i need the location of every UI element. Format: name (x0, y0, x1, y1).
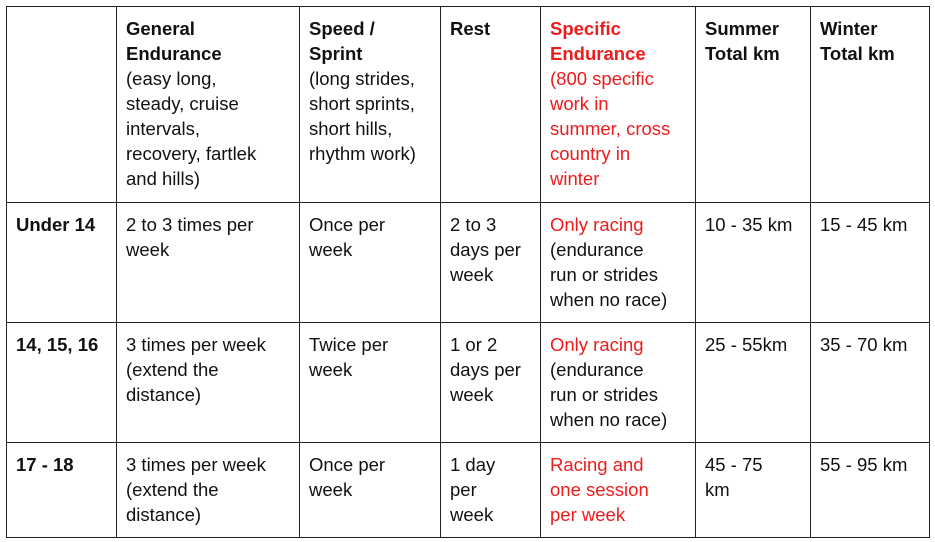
specific-endurance-cell (541, 443, 696, 538)
winter-total-value (820, 332, 921, 357)
text-line: Summer (705, 18, 780, 39)
header-specific-endurance (541, 7, 696, 203)
specific-endurance-cell (541, 203, 696, 323)
text-line: days per (450, 359, 521, 380)
specific-endurance-note (550, 237, 687, 312)
text-line: recovery, fartlek (126, 143, 257, 164)
text-line: Endurance (550, 43, 646, 64)
summer-total-cell (696, 203, 811, 323)
text-line: km (705, 479, 730, 500)
text-line: 55 - 95 km (820, 454, 908, 475)
specific-endurance-highlight (550, 332, 687, 357)
text-line: run or strides (550, 264, 658, 285)
age-group-label (16, 452, 108, 477)
text-line: 45 - 75 (705, 454, 763, 475)
text-line: Total km (820, 43, 895, 64)
general-endurance-cell (117, 443, 300, 538)
text-line: Once per (309, 454, 386, 475)
text-line: 1 or 2 (450, 334, 498, 355)
general-endurance-value (126, 212, 291, 262)
age-group-cell (7, 323, 117, 443)
summer-total-cell (696, 443, 811, 538)
text-line: per (450, 479, 477, 500)
specific-endurance-highlight (550, 212, 687, 237)
text-line: General (126, 18, 195, 39)
text-line: week (450, 384, 494, 405)
rest-value (450, 212, 532, 287)
header-specific-endurance-title (550, 16, 687, 66)
summer-total-value (705, 452, 802, 502)
text-line: and hills) (126, 168, 201, 189)
text-line: 10 - 35 km (705, 214, 793, 235)
rest-value (450, 332, 532, 407)
text-line: (extend the (126, 359, 219, 380)
header-specific-endurance-desc (550, 66, 687, 191)
winter-total-value (820, 452, 921, 477)
summer-total-value (705, 212, 802, 237)
text-line: summer, cross (550, 118, 671, 139)
text-line: (800 specific (550, 68, 654, 89)
text-line: 3 times per week (126, 454, 266, 475)
training-plan-table (6, 6, 930, 538)
general-endurance-cell (117, 203, 300, 323)
header-speed-sprint-desc (309, 66, 432, 166)
header-summer-total (696, 7, 811, 203)
rest-value (450, 452, 532, 527)
header-speed-sprint-title (309, 16, 432, 66)
winter-total-value (820, 212, 921, 237)
speed-sprint-cell (300, 203, 441, 323)
text-line: week (126, 239, 170, 260)
text-line: (endurance (550, 359, 644, 380)
speed-sprint-value (309, 332, 432, 382)
text-line: work in (550, 93, 609, 114)
header-general-endurance-title (126, 16, 291, 66)
text-line: steady, cruise (126, 93, 239, 114)
text-line: Once per (309, 214, 386, 235)
speed-sprint-cell (300, 323, 441, 443)
text-line: intervals, (126, 118, 201, 139)
winter-total-cell (811, 323, 930, 443)
general-endurance-value (126, 452, 291, 527)
header-corner-cell (7, 7, 117, 203)
text-line: Only racing (550, 334, 644, 355)
summer-total-value (705, 332, 802, 357)
header-rest-title (450, 16, 532, 41)
text-line: week (309, 239, 353, 260)
text-line: (long strides, (309, 68, 415, 89)
speed-sprint-value (309, 212, 432, 262)
specific-endurance-note (550, 357, 687, 432)
text-line: week (450, 264, 494, 285)
winter-total-cell (811, 443, 930, 538)
general-endurance-cell (117, 323, 300, 443)
text-line: when no race) (550, 289, 668, 310)
text-line: rhythm work) (309, 143, 416, 164)
winter-total-cell (811, 203, 930, 323)
text-line: Twice per (309, 334, 389, 355)
text-line: Total km (705, 43, 780, 64)
text-line: Rest (450, 18, 491, 39)
text-line: 17 - 18 (16, 454, 74, 475)
age-group-label (16, 212, 108, 237)
rest-cell (441, 203, 541, 323)
speed-sprint-cell (300, 443, 441, 538)
text-line: short sprints, (309, 93, 415, 114)
table-row (7, 443, 930, 538)
text-line: 15 - 45 km (820, 214, 908, 235)
text-line: distance) (126, 504, 202, 525)
age-group-label (16, 332, 108, 357)
header-general-endurance (117, 7, 300, 203)
header-speed-sprint (300, 7, 441, 203)
summer-total-cell (696, 323, 811, 443)
text-line: short hills, (309, 118, 393, 139)
text-line: when no race) (550, 409, 668, 430)
text-line: 14, 15, 16 (16, 334, 99, 355)
text-line: (endurance (550, 239, 644, 260)
text-line: one session (550, 479, 649, 500)
text-line: country in (550, 143, 631, 164)
text-line: Specific (550, 18, 621, 39)
text-line: (extend the (126, 479, 219, 500)
speed-sprint-value (309, 452, 432, 502)
header-summer-total-title (705, 16, 802, 66)
age-group-cell (7, 203, 117, 323)
general-endurance-value (126, 332, 291, 407)
text-line: distance) (126, 384, 202, 405)
text-line: 25 - 55km (705, 334, 788, 355)
rest-cell (441, 323, 541, 443)
text-line: 35 - 70 km (820, 334, 908, 355)
header-row (7, 7, 930, 203)
header-general-endurance-desc (126, 66, 291, 191)
text-line: week (309, 359, 353, 380)
text-line: week (450, 504, 494, 525)
text-line: 2 to 3 times per (126, 214, 254, 235)
header-rest (441, 7, 541, 203)
header-winter-total-title (820, 16, 921, 66)
text-line: 2 to 3 (450, 214, 497, 235)
text-line: days per (450, 239, 521, 260)
table-row (7, 323, 930, 443)
text-line: Winter (820, 18, 878, 39)
text-line: Under 14 (16, 214, 96, 235)
text-line: winter (550, 168, 600, 189)
specific-endurance-highlight (550, 452, 687, 527)
text-line: 1 day (450, 454, 496, 475)
age-group-cell (7, 443, 117, 538)
text-line: run or strides (550, 384, 658, 405)
text-line: 3 times per week (126, 334, 266, 355)
text-line: (easy long, (126, 68, 217, 89)
text-line: per week (550, 504, 626, 525)
rest-cell (441, 443, 541, 538)
text-line: Only racing (550, 214, 644, 235)
text-line: Sprint (309, 43, 363, 64)
text-line: Endurance (126, 43, 222, 64)
text-line: week (309, 479, 353, 500)
text-line: Speed / (309, 18, 375, 39)
text-line: Racing and (550, 454, 644, 475)
table-row (7, 203, 930, 323)
specific-endurance-cell (541, 323, 696, 443)
header-winter-total (811, 7, 930, 203)
